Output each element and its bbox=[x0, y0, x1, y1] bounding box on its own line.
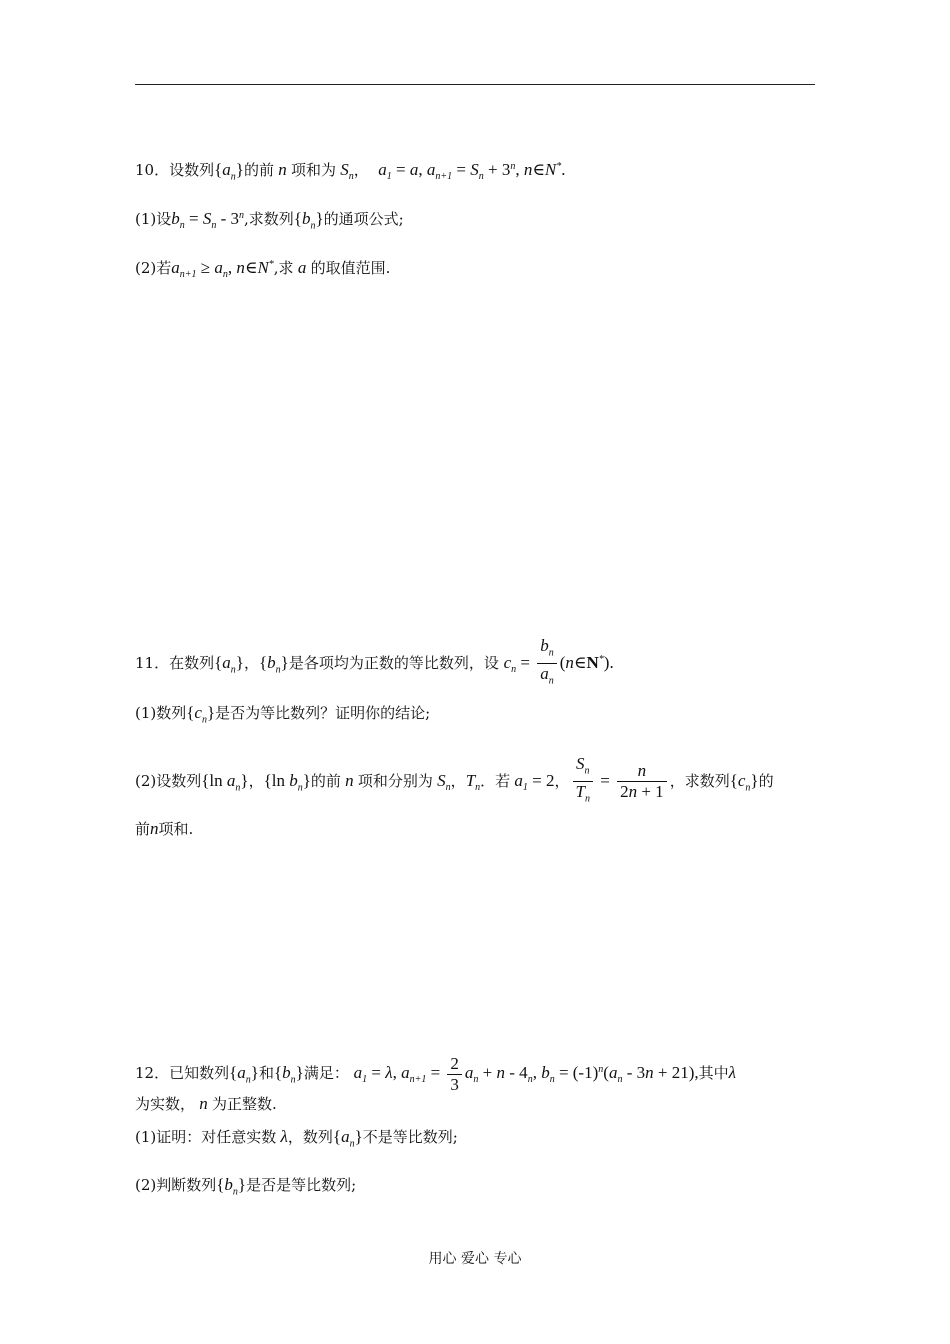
problem-11-part-2: (2)设数列{ln $a_n$}，{ln $b_n$}的前 n 项和分别为 $S_n$，$T_n$．若 $a_1 = 2$， $\frac{S_n}{T_n}$ = $\frac{n}{2n + 1}$ ，求数列$\{c_n\}$的 bbox=[135, 754, 774, 810]
fraction-sn-over-tn: $\frac{S_n}{T_n}$ bbox=[573, 754, 593, 810]
fraction-bn-over-an: $\frac{b_n}{a_n}$ bbox=[537, 636, 557, 692]
problem-10-stem: 10．设数列$\{a_n\}$的前 n 项和为 $S_n$， $a_1 = a$, $a_{n+1} = S_n + 3^n$, n∈N*. bbox=[135, 160, 566, 183]
header-rule bbox=[135, 84, 815, 85]
problem-11-part-2-cont: 前n项和. bbox=[135, 819, 194, 838]
problem-12-stem-cont: 为实数， n 为正整数. bbox=[135, 1094, 277, 1113]
problem-11-part-1: (1)数列$\{c_n\}$是否为等比数列？证明你的结论; bbox=[135, 703, 431, 726]
problem-12-part-2: (2)判断数列$\{b_n\}$是否是等比数列; bbox=[135, 1175, 357, 1198]
page-footer: 用心 爱心 专心 bbox=[428, 1251, 522, 1267]
problem-10-part-1: (1)设$b_n = S_n - 3^n$,求数列$\{b_n\}$的通项公式; bbox=[135, 209, 404, 232]
problem-12-stem: 12．已知数列$\{a_n\}$和$\{b_n\}$满足： $a_1 = \lambda$, $a_{n+1}$ = $\frac{2}{3}$ $a_n + n - 4_n$, $b_n = (-1)^n(a_n - 3n + 21)$,其中λ bbox=[135, 1053, 736, 1094]
problem-10-part-2: (2)若$a_{n+1} \ge a_n$, n∈N*,求 a 的取值范围. bbox=[135, 258, 391, 280]
fraction-two-thirds: $\frac{2}{3}$ bbox=[447, 1054, 462, 1095]
problem-11-stem: 11．在数列$\{a_n\}$，$\{b_n\}$是各项均为正数的等比数列，设 $c_n$ = $\frac{b_n}{a_n}$ (n∈N*). bbox=[135, 636, 614, 692]
fraction-n-over-2n-plus-1: $\frac{n}{2n + 1}$ bbox=[617, 761, 667, 802]
problem-12-part-1: (1)证明：对任意实数 λ，数列$\{a_n\}$不是等比数列; bbox=[135, 1127, 458, 1150]
